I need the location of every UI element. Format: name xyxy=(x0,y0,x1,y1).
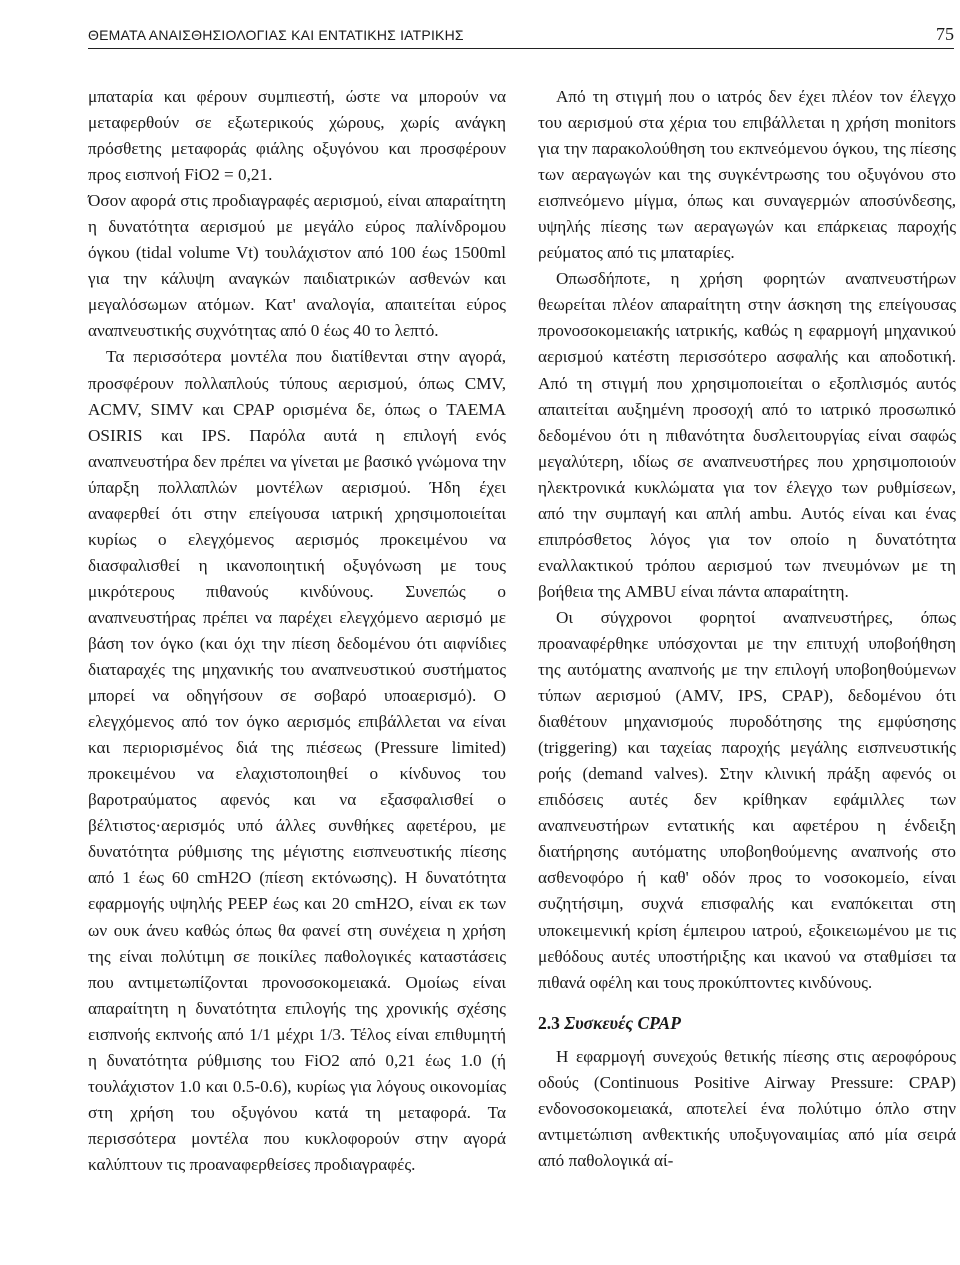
right-paragraph-1: Από τη στιγμή που ο ιατρός δεν έχει πλέον τον έλεγχο του αερισμού στα χέρια του επιβάλλεται η χρήση monitors για την παρακολούθηση του εκπνεόμενου όγκου, της πίεσης των αεραγωγών και της συγκέντρωσης του οξυγόνου στο εισπνεόμενο μίγμα, όπως και συναγερμών αποσύνδεσης, υψηλής πίεσης των αεραγωγών και επάρκειας παροχής ρεύματος από τις μπαταρίες. xyxy=(538,87,956,263)
section-number: 2.3 xyxy=(538,1012,560,1033)
left-paragraph-2: Όσον αφορά στις προδιαγραφές αερισμού, είναι απαραίτητη η δυνατότητα αερισμού με μεγάλο εύρος παλίνδρομου όγκου (tidal volume Vt) τουλάχιστον από 100 έως 1500ml για την κάλυψη αναγκών παιδιατρικών ασθενών και μεγαλόσωμων ατόμων. Κατ' αναλογία, απαιτείται εύρος αναπνευστικής συχνότητας από 0 έως 40 το λεπτό. xyxy=(88,191,506,341)
running-header xyxy=(88,24,954,49)
section-heading xyxy=(538,1010,956,1036)
section-title: Συσκευές CPAP xyxy=(564,1012,681,1033)
left-paragraph-1: μπαταρία και φέρουν συμπιεστή, ώστε να μπορούν να μεταφερθούν σε εξωτερικούς χώρους, χωρίς ανάγκη πρόσθετης μεταφοράς φιάλης οξυγόνου και προσφέρουν προς εισπνοή FiO2 = 0,21. xyxy=(88,87,506,185)
running-title: ΘΕΜΑΤΑ ΑΝΑΙΣΘΗΣΙΟΛΟΓΙΑΣ ΚΑΙ ΕΝΤΑΤΙΚΗΣ ΙΑΤΡΙΚΗΣ xyxy=(88,27,464,43)
right-paragraph-4: Η εφαρμογή συνεχούς θετικής πίεσης στις αεροφόρους οδούς (Continuous Positive Airway Pressure: CPAP) ενδονοσοκομειακά, αποτελεί ένα πολύτιμο όπλο στην αντιμετώπιση ανθεκτικής υποξυγοναιμίας από μία σειρά από παθολογικά αί- xyxy=(538,1046,956,1170)
left-paragraph-3: Τα περισσότερα μοντέλα που διατίθενται στην αγορά, προσφέρουν πολλαπλούς τύπους αερισμού, όπως CMV, ACMV, SIMV και CPAP ορισμένα δε, όπως ο TAEMA OSIRIS και IPS. Παρόλα αυτά η επιλογή ενός αναπνευστήρα δεν πρέπει να γίνεται με βασικό γνώμονα την ύπαρξη πολλαπλών μοντέλων αερισμού. Ήδη έχει αναφερθεί ότι στην επείγουσα ιατρική χρησιμοποιείται κυρίως ο ελεγχόμενος αερισμός προκειμένου να διασφαλισθεί η ικανοποιητική οξυγόνωση με τους μικρότερους πιθανούς κινδύνους. Συνεπώς ο αναπνευστήρας πρέπει να παρέχει ελεγχόμενο αερισμό με βάση τον όγκο (και όχι την πίεση δεδομένου ότι αιφνίδιες διαταραχές της μηχανικής του αναπνευστικού συστήματος μπορεί να οδηγήσουν σε σοβαρό υποαερισμό). Ο ελεγχόμενος από τον όγκο αερισμός επιβάλλεται να είναι και περιορισμένος διά της πιέσεως (Pressure limited) προκειμένου να ελαχιστοποιηθεί ο κίνδυνος του βαροτραύματος αφενός και να εξασφαλισθεί ο βέλτιστος·αερισμός υπό άλλες συνθήκες αφετέρου, με δυνατότητα ρύθμισης της μέγιστης εισπνευστικής πίεσης από 1 έως 60 cmH2O (πίεση εκτόνωσης). Η δυνατότητα εφαρμογής υψηλής PEEP έως και 20 cmH2O, είναι εκ των ων ουκ άνευ καθώς όπως θα φανεί στη συνέχεια η χρήση της είναι πολύτιμη σε ποικίλες παθολογικές καταστάσεις που αντιμετωπίζονται προνοσοκομειακά. Ομοίως είναι απαραίτητη η δυνατότητα επιλογής της χρονικής σχέσης εισπνοής εκπνοής από 1/1 μέχρι 1/3. Τέλος είναι επιθυμητή η δυνατότητα ρύθμισης του FiO2 από 0,21 έως 1.0 (ή τουλάχιστον 1.0 και 0.5-0.6), κυρίως για λόγους οικονομίας στη χρήση του οξυγόνου κατά τη μεταφορά. Τα περισσότερα μοντέλα που κυκλοφορούν στην αγορά καλύπτουν τις προαναφερθείσες προδιαγραφές. xyxy=(88,347,506,1174)
right-paragraph-3: Οι σύγχρονοι φορητοί αναπνευστήρες, όπως προαναφέρθηκε υπόσχονται με την επιτυχή υποβοήθηση της αυτόματης αναπνοής με την επιλογή υποβοηθούμενων τύπων αερισμού (AMV, IPS, CPAP), δεδομένου ότι διαθέτουν μηχανισμούς πυροδότησης της εμφύσησης (triggering) και ταχείας παροχής μεγάλης εισπνευστικής ροής (demand valves). Στην κλινική πράξη αφενός οι επιδόσεις αυτές δεν κρίθηκαν εφάμιλλες των αναπνευστήρων εντατικής και αφετέρου η ένδειξη διατήρησης αυτόματης υποβοηθούμενης αναπνοής στο ασθενοφόρο ή καθ' οδόν προς το νοσοκομείο, είναι συζητήσιμη, συχνά επισφαλής και εναπόκειται στη υποκειμενική κρίση έμπειρου ιατρού, εξοικειωμένου με τις μεθόδους αυτές υποστήριξης και ικανού να σταθμίσει τα πιθανά οφέλη και τους προκύπτοντες κινδύνους. xyxy=(538,607,956,992)
page-number: 75 xyxy=(936,24,954,44)
right-column xyxy=(538,84,956,1174)
left-column xyxy=(88,84,506,1178)
right-paragraph-2: Οπωσδήποτε, η χρήση φορητών αναπνευστήρων θεωρείται πλέον απαραίτητη στην άσκηση της επείγουσας προνοσοκομειακής ιατρικής, καθώς η εφαρμογή μηχανικού αερισμού κατέστη περισσότερο ασφαλής και αποδοτική. Από τη στιγμή που χρησιμοποιείται ο εξοπλισμός αυτός απαιτείται αυξημένη προσοχή από το ιατρικό προσωπικό δεδομένου ότι η πιθανότητα δυσλειτουργίας είναι σαφώς μεγαλύτερη, ιδίως σε αναπνευστήρες που χρησιμοποιούν ηλεκτρονικά κυκλώματα για τον έλεγχο των ρυθμίσεων, από την συμπαγή και απλή ambu. Αυτός είναι και ένας επιπρόσθετος λόγος για τον οποίο η δυνατότητα εναλλακτικού τρόπου αερισμού των πνευμόνων με τη βοήθεια της AMBU είναι πάντα απαραίτητη. xyxy=(538,269,956,601)
